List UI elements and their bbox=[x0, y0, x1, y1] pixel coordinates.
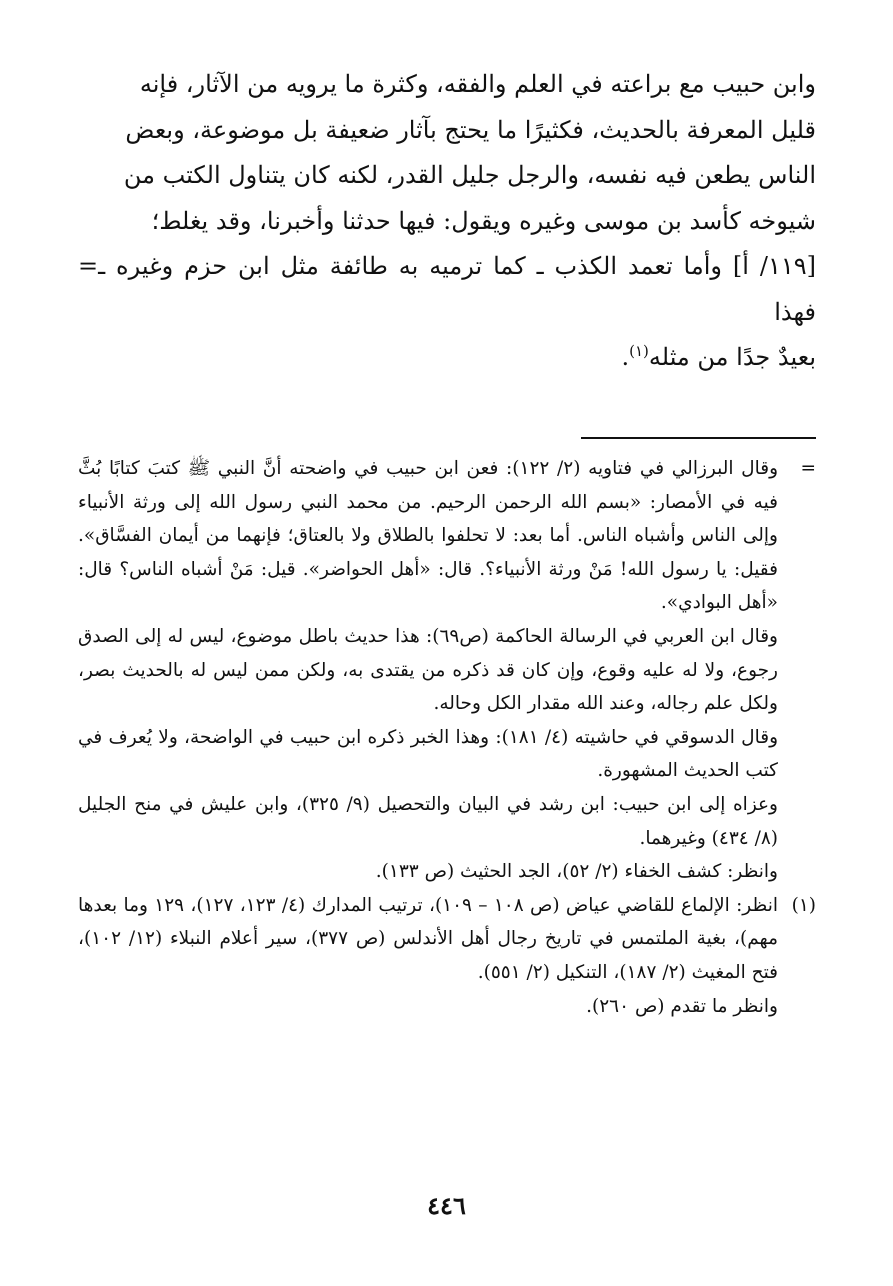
footnote-1-body bbox=[78, 889, 778, 1023]
footnote-paragraph: انظر: الإلماع للقاضي عياض (ص ١٠٨ – ١٠٩)، ترتيب المدارك (٤/ ١٢٣، ١٢٧)، ١٢٩ وما بعدها مهم)، بغية الملتمس في تاريخ رجال أهل الأندلس (ص ٣٧٧)، سير أعلام النبلاء (١٢/ ١٠٢)، فتح المغيث (٢/ ١٨٧)، التنكيل (٢/ ٥٥١). bbox=[78, 894, 778, 983]
footnote-reference[interactable]: (١) bbox=[629, 342, 649, 360]
footnote-paragraph: وقال البرزالي في فتاويه (٢/ ١٢٢): فعن ابن حبيب في واضحته أنَّ النبي ﷺ كتبَ كتابًا بُثَّ فيه في الأمصار: «بسم الله الرحمن الرحيم. من محمد النبي رسول الله إلى ورثة الأنبياء وإلى الناس وأشباه الناس. أما بعد: لا تحلفوا بالطلاق ولا بالعتاق؛ فإنهما من أيمان الفسَّاق». فقيل: يا رسول الله! مَنْ ورثة الأنبياء؟. قال: «أهل الحواضر». قيل: مَنْ أشباه الناس؟ قال: «أهل البوادي». bbox=[78, 458, 778, 614]
footnote-paragraph: وقال الدسوقي في حاشيته (٤/ ١٨١): وهذا الخبر ذكره ابن حبيب في الواضحة، ولا يُعرف في كتب الحديث المشهورة. bbox=[78, 726, 778, 782]
footnote-separator bbox=[581, 437, 816, 439]
main-text-block bbox=[78, 62, 816, 381]
main-text-line: [١١٩/ أ] وأما تعمد الكذب ـ كما ترميه به طائفة مثل ابن حزم وغيره ـ= فهذا bbox=[78, 252, 816, 326]
main-text-line: قليل المعرفة بالحديث، فكثيرًا ما يحتج بآثار ضعيفة بل موضوعة، وبعض bbox=[125, 115, 816, 144]
footnote-paragraph: وانظر ما تقدم (ص ٢٦٠). bbox=[586, 995, 778, 1017]
main-text-last-line bbox=[78, 335, 816, 381]
footnote-continuation-body bbox=[78, 452, 778, 889]
footnote-1 bbox=[78, 889, 816, 1023]
footnote-continuation bbox=[78, 452, 816, 889]
footnote-number: (١) bbox=[791, 894, 816, 916]
footnote-paragraph: وقال ابن العربي في الرسالة الحاكمة (ص٦٩): هذا حديث باطل موضوع، ليس له إلى الصدق رجوع، ولا له عليه وقوع، وإن كان قد ذكره من يقتدى به، ولكن ممن ليس له بالحديث بصر، ولكل علم رجاله، وعند الله مقدار الكل وحاله. bbox=[78, 625, 778, 715]
main-text-line: وابن حبيب مع براعته في العلم والفقه، وكثرة ما يرويه من الآثار، فإنه bbox=[139, 70, 816, 98]
sentence-end: . bbox=[621, 343, 630, 371]
page-number: ٤٤٦ bbox=[427, 1191, 466, 1220]
main-text-line: الناس يطعن فيه نفسه، والرجل جليل القدر، لكنه كان يتناول الكتب من bbox=[123, 161, 816, 189]
footnote-paragraph: وانظر: كشف الخفاء (٢/ ٥٢)، الجد الحثيث (ص ١٣٣). bbox=[375, 861, 778, 883]
continuation-marker: = bbox=[800, 458, 816, 479]
footnotes-section bbox=[78, 452, 816, 1023]
footnote-paragraph: وعزاه إلى ابن حبيب: ابن رشد في البيان والتحصيل (٩/ ٣٢٥)، وابن عليش في منح الجليل (٨/ ٤٣٤) وغيرهما. bbox=[78, 793, 778, 849]
main-text-line: بعيدٌ جدًا من مثله bbox=[648, 343, 816, 371]
main-text-line: شيوخه كأسد بن موسى وغيره ويقول: فيها حدثنا وأخبرنا، وقد يغلط؛ bbox=[151, 206, 816, 235]
